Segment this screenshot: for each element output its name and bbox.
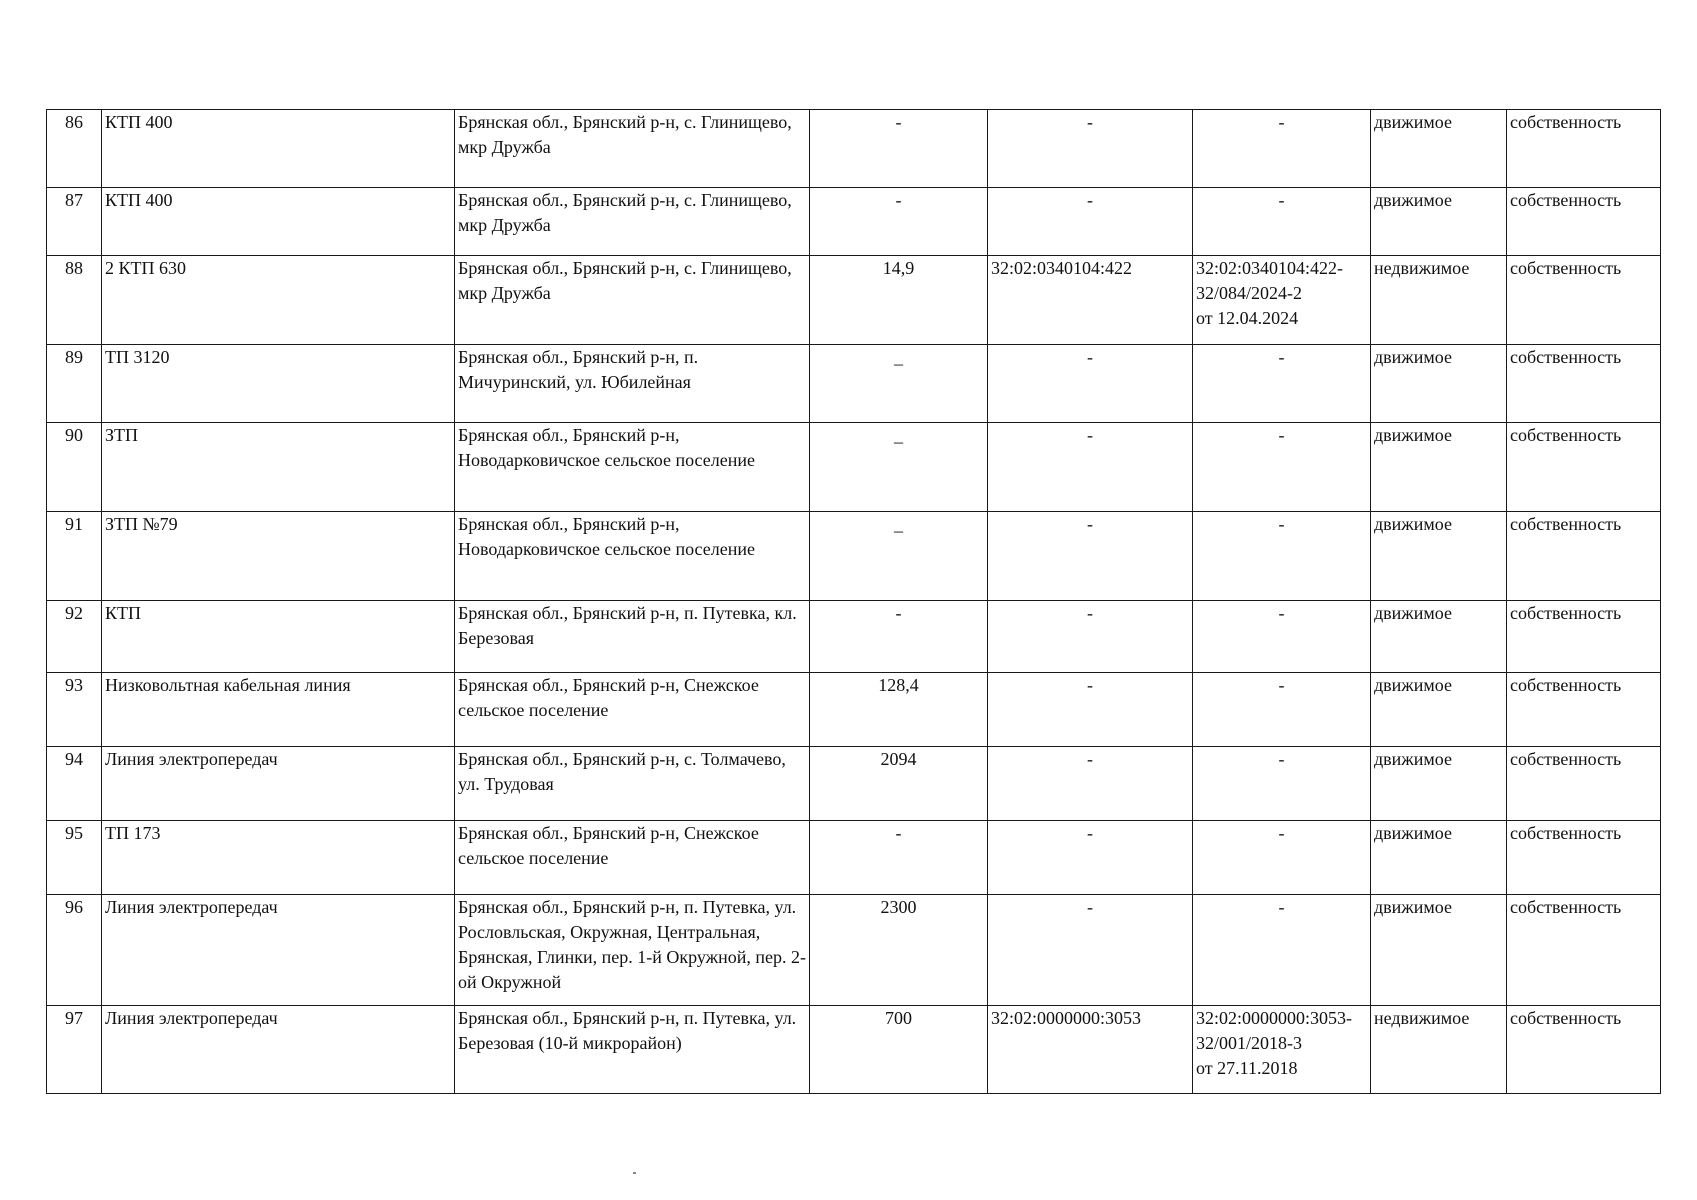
length-area-cell: _ (810, 345, 988, 423)
address-cell: Брянская обл., Брянский р-н, с. Глинищево, мкр Дружба (455, 256, 810, 345)
address-cell: Брянская обл., Брянский р-н, Новодарковичское сельское поселение (455, 423, 810, 512)
cadastral-number-cell: - (988, 601, 1193, 673)
table-row (47, 345, 1661, 423)
registration-cell: - (1193, 601, 1371, 673)
property-type-cell: движимое (1371, 821, 1507, 895)
registration-line: от 27.11.2018 (1196, 1058, 1298, 1078)
right-type-cell: собственность (1507, 512, 1661, 601)
table-row (47, 601, 1661, 673)
address-cell: Брянская обл., Брянский р-н, п. Путевка, ул. Рословльская, Окружная, Центральная, Брянская, Глинки, пер. 1-й Окружной, пер. 2-ой Окружной (455, 895, 810, 1006)
table-row (47, 821, 1661, 895)
cadastral-number-cell: - (988, 423, 1193, 512)
object-name-cell: Линия электропередач (102, 895, 455, 1006)
property-type-cell: недвижимое (1371, 1006, 1507, 1094)
object-name-cell: Линия электропередач (102, 1006, 455, 1094)
property-type-cell: движимое (1371, 747, 1507, 821)
right-type-cell: собственность (1507, 110, 1661, 188)
address-cell: Брянская обл., Брянский р-н, Новодарковичское сельское поселение (455, 512, 810, 601)
cadastral-number-cell: - (988, 895, 1193, 1006)
registration-cell: - (1193, 423, 1371, 512)
address-cell: Брянская обл., Брянский р-н, с. Глинищево, мкр Дружба (455, 110, 810, 188)
registration-cell: - (1193, 188, 1371, 256)
right-type-cell: собственность (1507, 345, 1661, 423)
object-name-cell: КТП (102, 601, 455, 673)
property-type-cell: движимое (1371, 188, 1507, 256)
property-type-cell: недвижимое (1371, 256, 1507, 345)
right-type-cell: собственность (1507, 895, 1661, 1006)
scan-speck (633, 1172, 636, 1174)
address-cell: Брянская обл., Брянский р-н, п. Путевка, кл. Березовая (455, 601, 810, 673)
row-number-cell: 86 (47, 110, 102, 188)
object-name-cell: Низковольтная кабельная линия (102, 673, 455, 747)
right-type-cell: собственность (1507, 256, 1661, 345)
registration-cell: - (1193, 110, 1371, 188)
object-name-cell: ТП 3120 (102, 345, 455, 423)
registration-cell: - (1193, 747, 1371, 821)
table-body (47, 110, 1661, 1094)
length-area-cell: - (810, 821, 988, 895)
row-number-cell: 93 (47, 673, 102, 747)
right-type-cell: собственность (1507, 188, 1661, 256)
table-row (47, 1006, 1661, 1094)
registration-line: 32/084/2024-2 (1196, 283, 1302, 303)
length-area-cell: 128,4 (810, 673, 988, 747)
table-row (47, 423, 1661, 512)
registration-line: 32/001/2018-3 (1196, 1033, 1302, 1053)
address-cell: Брянская обл., Брянский р-н, с. Глинищево, мкр Дружба (455, 188, 810, 256)
registration-cell: - (1193, 512, 1371, 601)
row-number-cell: 89 (47, 345, 102, 423)
length-area-cell: 2094 (810, 747, 988, 821)
cadastral-number-cell: - (988, 110, 1193, 188)
address-cell: Брянская обл., Брянский р-н, с. Толмачево, ул. Трудовая (455, 747, 810, 821)
length-area-cell: 700 (810, 1006, 988, 1094)
right-type-cell: собственность (1507, 821, 1661, 895)
table-row (47, 188, 1661, 256)
property-type-cell: движимое (1371, 673, 1507, 747)
property-type-cell: движимое (1371, 601, 1507, 673)
object-name-cell: ЗТП №79 (102, 512, 455, 601)
row-number-cell: 95 (47, 821, 102, 895)
address-cell: Брянская обл., Брянский р-н, Снежское сельское поселение (455, 821, 810, 895)
length-area-cell: - (810, 188, 988, 256)
length-area-cell: _ (810, 423, 988, 512)
row-number-cell: 91 (47, 512, 102, 601)
right-type-cell: собственность (1507, 601, 1661, 673)
length-area-cell: 14,9 (810, 256, 988, 345)
registration-cell: - (1193, 345, 1371, 423)
row-number-cell: 92 (47, 601, 102, 673)
right-type-cell: собственность (1507, 673, 1661, 747)
address-cell: Брянская обл., Брянский р-н, п. Мичуринский, ул. Юбилейная (455, 345, 810, 423)
object-name-cell: 2 КТП 630 (102, 256, 455, 345)
length-area-cell: - (810, 601, 988, 673)
property-registry-table (46, 109, 1661, 1094)
object-name-cell: Линия электропередач (102, 747, 455, 821)
table-row (47, 747, 1661, 821)
cadastral-number-cell: - (988, 512, 1193, 601)
table-row (47, 512, 1661, 601)
object-name-cell: ЗТП (102, 423, 455, 512)
row-number-cell: 87 (47, 188, 102, 256)
registration-cell: - (1193, 673, 1371, 747)
property-type-cell: движимое (1371, 895, 1507, 1006)
right-type-cell: собственность (1507, 1006, 1661, 1094)
registration-cell: - (1193, 821, 1371, 895)
registration-line: от 12.04.2024 (1196, 308, 1299, 328)
cadastral-number-cell: - (988, 345, 1193, 423)
address-cell: Брянская обл., Брянский р-н, Снежское сельское поселение (455, 673, 810, 747)
property-type-cell: движимое (1371, 110, 1507, 188)
object-name-cell: КТП 400 (102, 110, 455, 188)
cadastral-number-cell: 32:02:0340104:422 (988, 256, 1193, 345)
registration-cell: - (1193, 895, 1371, 1006)
row-number-cell: 90 (47, 423, 102, 512)
property-type-cell: движимое (1371, 345, 1507, 423)
property-type-cell: движимое (1371, 512, 1507, 601)
row-number-cell: 94 (47, 747, 102, 821)
registration-line: 32:02:0000000:3053- (1196, 1008, 1352, 1028)
right-type-cell: собственность (1507, 423, 1661, 512)
registration-cell (1193, 1006, 1371, 1094)
object-name-cell: ТП 173 (102, 821, 455, 895)
table-row (47, 110, 1661, 188)
cadastral-number-cell: - (988, 747, 1193, 821)
table-row (47, 256, 1661, 345)
address-cell: Брянская обл., Брянский р-н, п. Путевка, ул. Березовая (10-й микрорайон) (455, 1006, 810, 1094)
length-area-cell: _ (810, 512, 988, 601)
row-number-cell: 97 (47, 1006, 102, 1094)
length-area-cell: 2300 (810, 895, 988, 1006)
cadastral-number-cell: 32:02:0000000:3053 (988, 1006, 1193, 1094)
registration-line: 32:02:0340104:422- (1196, 258, 1343, 278)
right-type-cell: собственность (1507, 747, 1661, 821)
row-number-cell: 96 (47, 895, 102, 1006)
table-row (47, 895, 1661, 1006)
cadastral-number-cell: - (988, 821, 1193, 895)
object-name-cell: КТП 400 (102, 188, 455, 256)
length-area-cell: - (810, 110, 988, 188)
row-number-cell: 88 (47, 256, 102, 345)
property-type-cell: движимое (1371, 423, 1507, 512)
table-row (47, 673, 1661, 747)
cadastral-number-cell: - (988, 188, 1193, 256)
registration-cell (1193, 256, 1371, 345)
cadastral-number-cell: - (988, 673, 1193, 747)
